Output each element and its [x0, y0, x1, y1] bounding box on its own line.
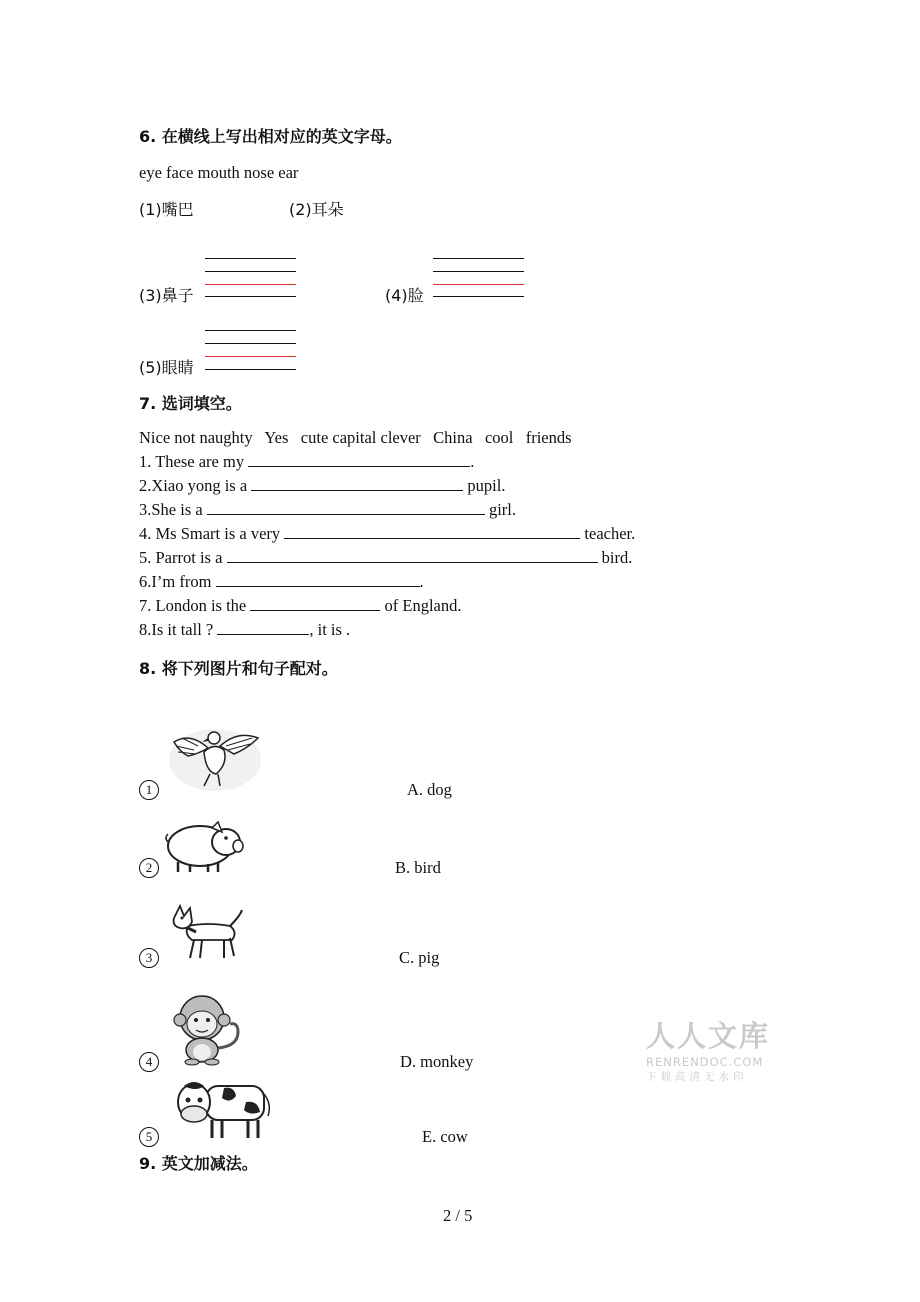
q6-title: 6. 在横线上写出相对应的英文字母。 [139, 127, 402, 146]
blank-5[interactable] [227, 548, 598, 563]
pig-picture [164, 818, 246, 876]
q6-word-bank: eye face mouth nose ear [139, 163, 299, 182]
watermark-sub: 下载高清无水印 [646, 1071, 748, 1083]
circled-number-2: 2 [139, 858, 159, 878]
q6-item-3: (3)鼻子 [139, 286, 194, 305]
q7-title: 7. 选词填空。 [139, 394, 242, 413]
blank-7[interactable] [250, 596, 380, 611]
circled-number-5: 5 [139, 1127, 159, 1147]
blank-4[interactable] [284, 524, 580, 539]
circled-number-4: 4 [139, 1052, 159, 1072]
watermark-en: RENRENDOC.COM [646, 1055, 764, 1069]
circled-number-3: 3 [139, 948, 159, 968]
q7-word-bank: Nice not naughty Yes cute capital clever China cool friends [139, 428, 572, 447]
q8-title: 8. 将下列图片和句子配对。 [139, 659, 338, 678]
q7-line-6: 6.I’m from . [139, 572, 424, 591]
q7-line-4: 4. Ms Smart is a very teacher. [139, 524, 636, 543]
q7-line-7: 7. London is the of England. [139, 596, 462, 615]
q7-line-8: 8.Is it tall ? , it is . [139, 620, 351, 639]
q7-line-5: 5. Parrot is a bird. [139, 548, 633, 567]
blank-1[interactable] [248, 452, 470, 467]
blank-2[interactable] [251, 476, 463, 491]
blank-8[interactable] [217, 620, 309, 635]
bird-picture [168, 724, 262, 792]
option-e: E. cow [422, 1127, 468, 1146]
q7-line-1: 1. These are my . [139, 452, 475, 471]
dog-picture [168, 902, 246, 962]
page-number: 2 / 5 [443, 1206, 473, 1225]
circled-number-1: 1 [139, 780, 159, 800]
watermark [646, 1014, 770, 1084]
q7-line-3: 3.She is a girl. [139, 500, 517, 519]
watermark-cn: 人人文库 [646, 1019, 771, 1053]
q7-line-2: 2.Xiao yong is a pupil. [139, 476, 506, 495]
cow-picture [172, 1074, 274, 1144]
q9-title: 9. 英文加减法。 [139, 1154, 258, 1173]
q6-item-5: (5)眼睛 [139, 358, 194, 377]
blank-6[interactable] [216, 572, 420, 587]
option-d: D. monkey [400, 1052, 474, 1071]
monkey-picture [172, 992, 244, 1066]
option-a: A. dog [407, 780, 452, 799]
q6-item-4: (4)脸 [385, 286, 424, 305]
option-c: C. pig [399, 948, 440, 967]
q6-item-2: (2)耳朵 [289, 200, 344, 219]
blank-3[interactable] [207, 500, 485, 515]
q6-item-1: (1)嘴巴 [139, 200, 194, 219]
option-b: B. bird [395, 858, 441, 877]
